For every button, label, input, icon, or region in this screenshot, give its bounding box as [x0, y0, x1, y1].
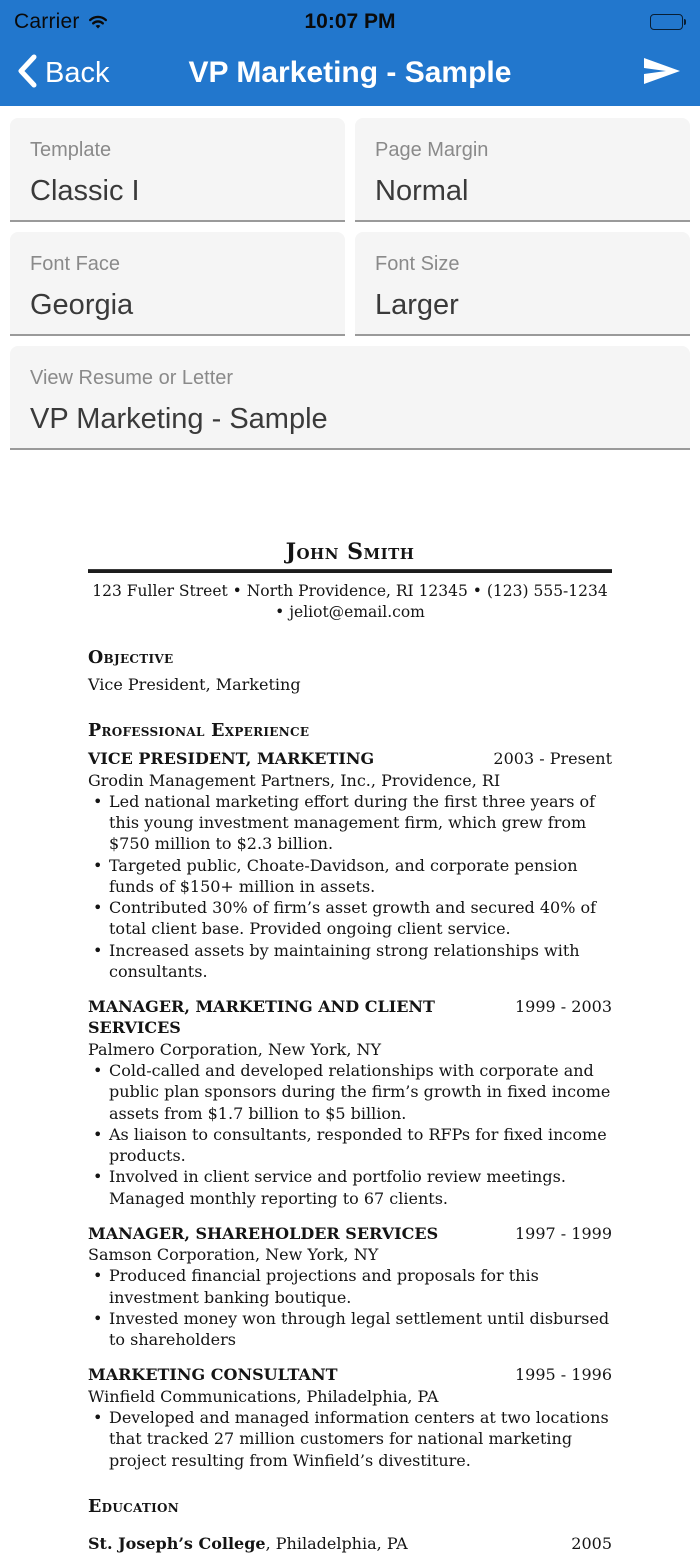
job-bullet: • Increased assets by maintaining strong relationships with consultants.	[88, 940, 612, 983]
name-divider	[88, 569, 612, 573]
job-dates: 1997 - 1999	[514, 1223, 612, 1243]
job-title: MANAGER, MARKETING AND CLIENT SERVICES	[88, 997, 435, 1038]
page-title: VP Marketing - Sample	[188, 56, 512, 89]
jobs-list	[88, 748, 612, 1471]
field-value: Classic I	[30, 175, 140, 207]
job-company: Winfield Communications, Philadelphia, PA	[88, 1386, 439, 1406]
job-title: MANAGER, SHAREHOLDER SERVICES	[88, 1223, 439, 1243]
field-card[interactable]	[355, 118, 690, 222]
job-entry	[88, 1223, 612, 1351]
resume-name: John Smith	[285, 539, 415, 565]
job-bullet: • Produced financial projections and proposals for this investment banking boutique.	[88, 1265, 612, 1308]
navigation-bar	[0, 40, 700, 106]
battery-icon	[650, 14, 687, 30]
field-label: Font Face	[30, 253, 121, 275]
job-bullet: • Led national marketing effort during the first three years of this young investment management firm, which grew from $750 million to $2.3 billion.	[88, 791, 612, 855]
back-button-label: Back	[45, 56, 110, 89]
back-chevron-icon	[16, 54, 38, 93]
job-bullet: • Contributed 30% of firm’s asset growth and secured 40% of total client base. Provided ongoing client service.	[88, 897, 612, 940]
send-button[interactable]	[640, 54, 684, 93]
carrier-label: Carrier	[14, 10, 80, 33]
education-heading: Education	[88, 1496, 180, 1517]
resume-contact: 123 Fuller Street • North Providence, RI 12345 • (123) 555-1234 • jeliot@email.com	[92, 582, 608, 621]
job-bullet: • As liaison to consultants, responded to RFPs for fixed income products.	[88, 1124, 612, 1167]
field-value: Normal	[375, 175, 469, 207]
job-bullet: • Invested money won through legal settlement until disbursed to shareholders	[88, 1308, 612, 1351]
job-bullet: • Involved in client service and portfolio review meetings. Managed monthly reporting to 67 clients.	[88, 1166, 612, 1209]
objective-text: Vice President, Marketing	[88, 674, 301, 694]
job-bullet: • Cold-called and developed relationships with corporate and public plan sponsors during the firm’s growth in fixed income assets from $1.7 billion to $5 billion.	[88, 1060, 612, 1124]
job-bullets	[88, 1060, 612, 1209]
status-bar	[0, 0, 700, 40]
field-label: Template	[30, 139, 112, 161]
field-card[interactable]	[10, 232, 345, 336]
field-value: VP Marketing - Sample	[30, 403, 328, 435]
job-company: Palmero Corporation, New York, NY	[88, 1039, 382, 1059]
field-card[interactable]	[10, 346, 690, 450]
field-card[interactable]	[10, 118, 345, 222]
status-time: 10:07 PM	[304, 10, 396, 33]
field-card[interactable]	[355, 232, 690, 336]
education-location: , Philadelphia, PA	[265, 1534, 408, 1554]
education-school: St. Joseph’s College	[88, 1534, 266, 1554]
job-bullet: • Targeted public, Choate-Davidson, and corporate pension funds of $150+ million in assets.	[88, 855, 612, 898]
job-dates: 1999 - 2003	[514, 997, 612, 1017]
job-dates: 2003 - Present	[493, 749, 612, 769]
experience-heading: Professional Experience	[88, 721, 310, 741]
job-company: Grodin Management Partners, Inc., Providence, RI	[88, 770, 501, 790]
top-chrome	[0, 0, 700, 106]
job-title: MARKETING CONSULTANT	[88, 1365, 338, 1385]
settings-fields	[0, 106, 700, 450]
resume-preview[interactable]	[88, 538, 612, 1554]
back-button[interactable]	[16, 54, 109, 93]
field-label: Font Size	[375, 253, 460, 275]
job-dates: 1995 - 1996	[514, 1365, 612, 1385]
send-icon	[640, 54, 684, 93]
field-value: Georgia	[30, 289, 134, 321]
wifi-icon	[86, 13, 110, 31]
field-label: Page Margin	[375, 139, 489, 161]
objective-heading: Objective	[88, 648, 174, 669]
job-entry	[88, 996, 612, 1209]
job-title: VICE PRESIDENT, MARKETING	[88, 749, 375, 769]
job-entry	[88, 748, 612, 982]
field-value: Larger	[375, 289, 459, 321]
field-label: View Resume or Letter	[30, 367, 234, 389]
education-date: 2005	[571, 1534, 612, 1554]
job-bullets	[88, 1407, 612, 1471]
job-company: Samson Corporation, New York, NY	[88, 1245, 379, 1265]
education-entry	[88, 1533, 612, 1554]
job-entry	[88, 1364, 612, 1470]
job-bullet: • Developed and managed information centers at two locations that tracked 27 million customers for national marketing project resulting from Winfield’s divestiture.	[88, 1407, 612, 1471]
job-bullets	[88, 791, 612, 982]
education-list	[88, 1533, 612, 1554]
job-bullets	[88, 1265, 612, 1350]
